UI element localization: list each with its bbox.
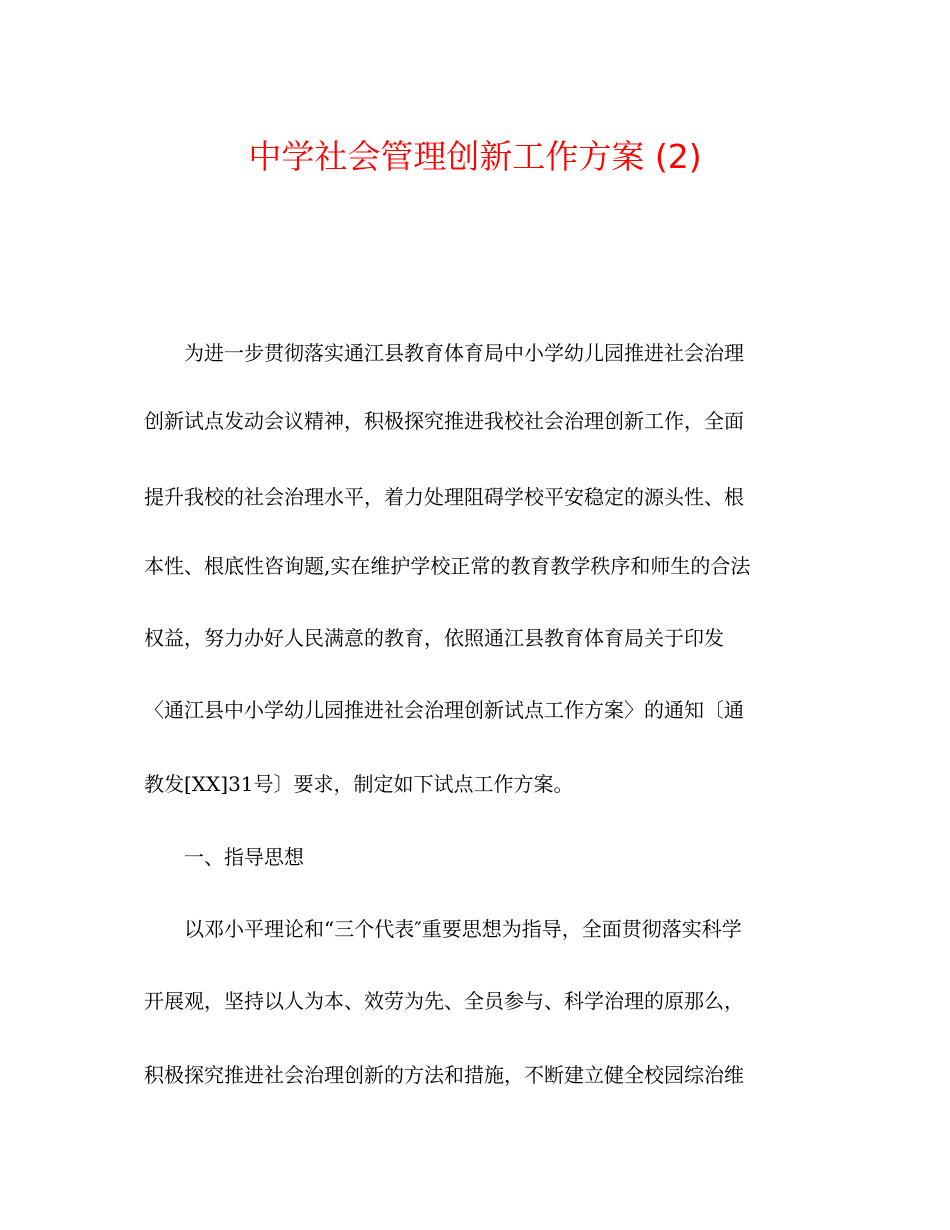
paragraph-line: 以邓小平理论和“三个代表″重要思想为指导，全面贯彻落实科学 bbox=[184, 917, 742, 941]
paragraph-line: 为进一步贯彻落实通江县教育体育局中小学幼儿园推进社会治理 bbox=[184, 341, 744, 365]
paragraph-line: 权益，努力办好人民满意的教育，依照通江县教育体育局关于印发 bbox=[144, 626, 724, 650]
paragraph-line: 〈通江县中小学幼儿园推进社会治理创新试点工作方案〉的通知〔通 bbox=[144, 698, 744, 722]
paragraph-line: 开展观，坚持以人为本、效劳为先、全员参与、科学治理的原那么， bbox=[144, 989, 744, 1013]
document-title: 中学社会管理创新工作方案 (2) bbox=[248, 137, 702, 176]
paragraph-line: 积极探究推进社会治理创新的方法和措施，不断建立健全校园综治维 bbox=[144, 1063, 744, 1087]
paragraph-line: 本性、根底性咨询题,实在维护学校正常的教育教学秩序和师生的合法 bbox=[144, 554, 751, 578]
paragraph-line: 教发[XX]31号〕要求，制定如下试点工作方案。 bbox=[144, 772, 574, 796]
paragraph-line: 提升我校的社会治理水平，着力处理阻碍学校平安稳定的源头性、根 bbox=[144, 485, 744, 509]
section-heading: 一、指导思想 bbox=[184, 845, 304, 869]
paragraph-line: 创新试点发动会议精神，积极探究推进我校社会治理创新工作，全面 bbox=[144, 409, 744, 433]
